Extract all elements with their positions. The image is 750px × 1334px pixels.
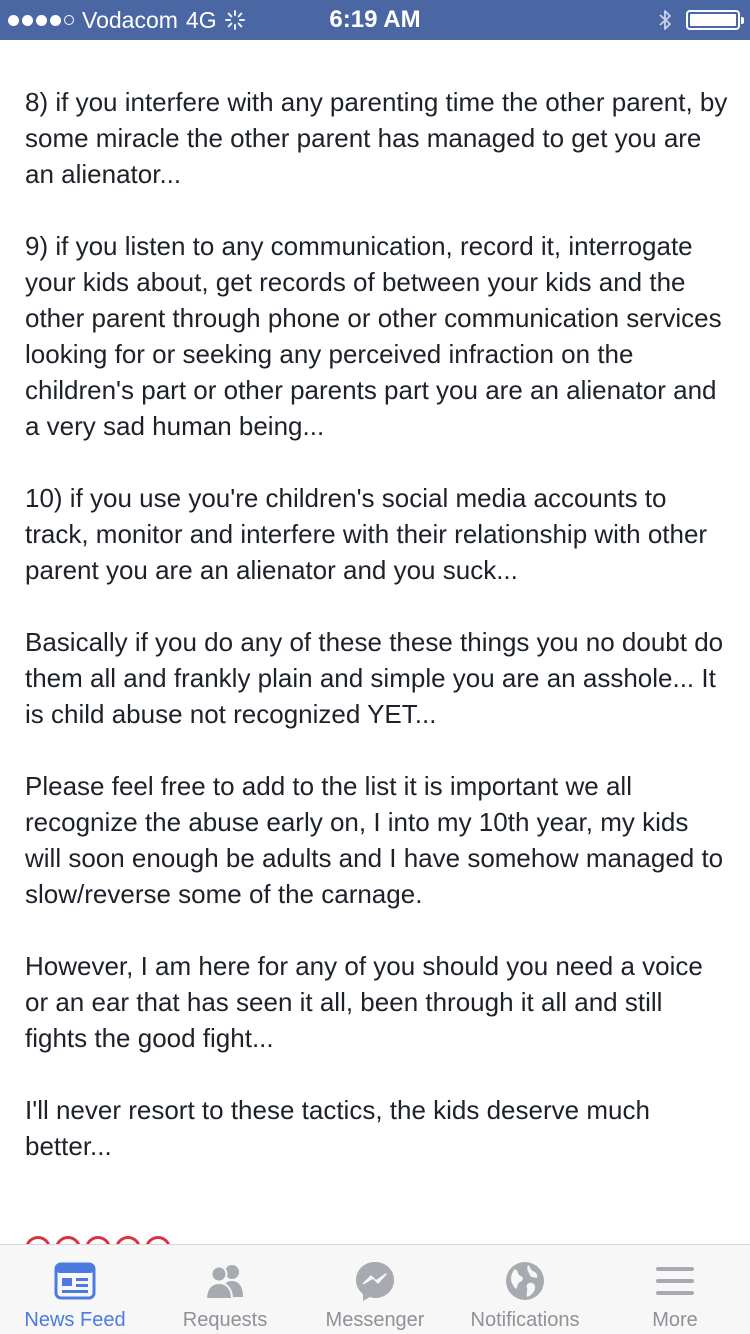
globe-icon [503,1259,547,1303]
bluetooth-icon [658,8,672,32]
menu-icon [653,1259,697,1303]
tab-label: News Feed [24,1309,126,1331]
reaction-icon [115,1236,141,1244]
tab-news-feed[interactable] [0,1245,150,1334]
reaction-icon [55,1236,81,1244]
status-right [658,0,740,40]
post-paragraph: 8) if you interfere with any parenting time the other parent, by some miracle the other parent has managed to get you are an alienator... [25,87,728,189]
post-paragraph: Please feel free to add to the list it is important we all recognize the abuse early on, I into my 10th year, my kids will soon enough be adults and I have somehow managed to slow/reverse some of the carnage. [25,771,724,909]
tab-more[interactable] [600,1245,750,1334]
post-paragraph: I'll never resort to these tactics, the kids deserve much better... [25,1095,650,1161]
tab-label: Messenger [325,1309,425,1331]
status-time: 6:19 AM [329,6,421,33]
tab-notifications[interactable] [450,1245,600,1334]
tab-bar [0,1244,750,1334]
tab-label: More [652,1309,698,1331]
carrier-name: Vodacom [82,6,178,33]
post-body [25,84,730,1200]
battery-icon [686,10,740,30]
network-type: 4G [185,6,217,33]
reaction-icon [25,1236,51,1244]
news-feed-icon [53,1259,97,1303]
post-paragraph: 9) if you listen to any communication, record it, interrogate your kids about, get records of between your kids and the other parent through phone or other communication services looking for or seeking any perceived infraction on the children's part or other parents part you are an alienator and a very sad human being... [25,231,722,441]
tab-label: Requests [182,1309,268,1331]
reaction-icon [85,1236,111,1244]
post-paragraph: However, I am here for any of you should you need a voice or an ear that has seen it all, been through it all and still fights the good fight... [25,951,703,1053]
cut-off-text [25,26,225,40]
reaction-icon [145,1236,171,1244]
messenger-icon [353,1259,397,1303]
tab-label: Notifications [470,1309,580,1331]
tab-requests[interactable] [150,1245,300,1334]
post-paragraph: 10) if you use you're children's social media accounts to track, monitor and interfere with their relationship with other parent you are an alienator and you suck... [25,483,708,585]
tab-messenger[interactable] [300,1245,450,1334]
requests-icon [203,1259,247,1303]
post-paragraph: Basically if you do any of these these things you no doubt do them all and frankly plain and simple you are an asshole... It is child abuse not recognized YET... [25,627,724,729]
reactions-row[interactable] [25,1236,175,1244]
